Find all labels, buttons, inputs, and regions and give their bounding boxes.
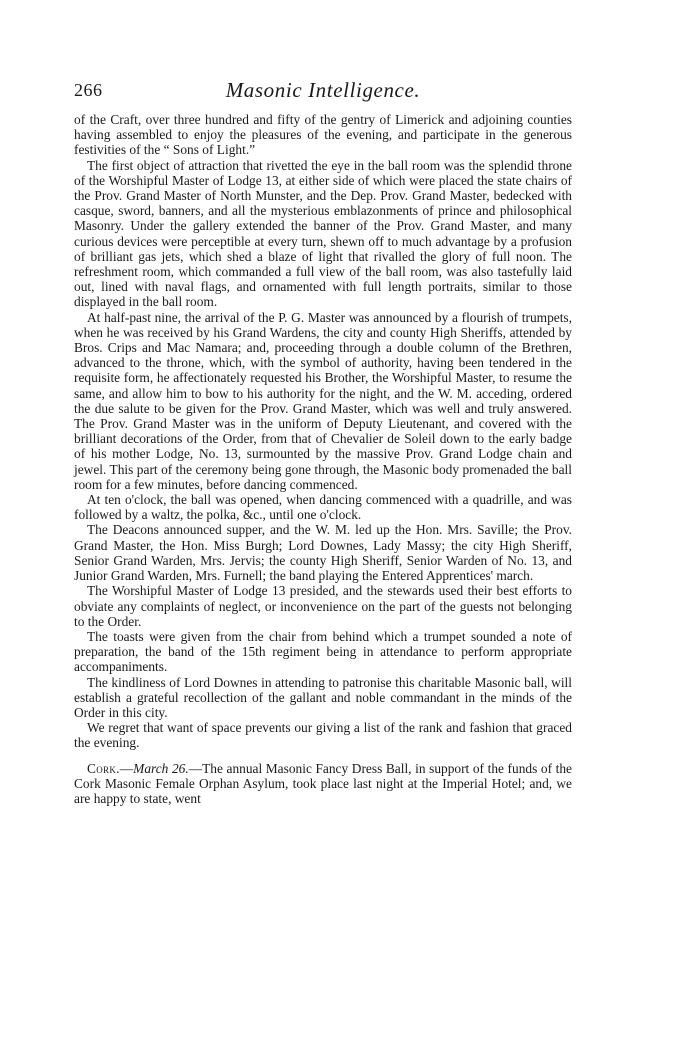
paragraph-9: We regret that want of space prevents our giving a list of the rank and fashion that graced the evening. xyxy=(74,720,572,751)
cork-paragraph xyxy=(74,761,572,807)
paragraph-7: The toasts were given from the chair from behind which a trumpet sounded a note of preparation, the band of the 15th regiment being in attendance to perform appropriate accompaniments. xyxy=(74,628,572,675)
cork-separator: — xyxy=(119,760,134,776)
paragraph-3: At half-past nine, the arrival of the P. G. Master was announced by a flourish of trumpets, when he was received by his Grand Wardens, the city and county High Sheriffs, attended by Bros. Crips and Mac Namara; and, proceeding through a double column of the Brethren, advanced to the throne, which, with the symbol of authority, having been tendered in the requisite form, he affectionately requested his Brother, the Worshipful Master, to resume the same, and allow him to bow to his authority for the night, and the W. M. acceding, ordered the due salute to be given for the Prov. Grand Master, which was well and truly answered. The Prov. Grand Master was in the uniform of Deputy Lieutenant, and covered with the brilliant decorations of the Order, from that of Chevalier de Soleil down to the early badge of his mother Lodge, No. 13, surmounted by the massive Prov. Grand Lodge chain and jewel. This part of the ceremony being gone through, the Masonic body promenaded the ball room for a few minutes, before dancing commenced. xyxy=(74,309,572,492)
paragraph-6: The Worshipful Master of Lodge 13 presided, and the stewards used their best efforts to obviate any complaints of neglect, or inconvenience on the part of the guests not belonging to the Order. xyxy=(74,583,572,629)
document-page xyxy=(74,78,572,806)
paragraph-5: The Deacons announced supper, and the W. M. led up the Hon. Mrs. Saville; the Prov. Grand Master, the Hon. Miss Burgh; Lord Downes, Lady Massy; the city High Sheriff, Senior Grand Warden, Mrs. Jervis; the county High Sheriff, Senior Warden of No. 13, and Junior Grand Warden, Mrs. Furnell; the band playing the Entered Apprentices' march. xyxy=(74,522,572,584)
page-title: Masonic Intelligence. xyxy=(225,78,421,102)
paragraph-8: The kindliness of Lord Downes in attending to patronise this charitable Masonic ball, will establish a grateful recollection of the gallant and noble commandant in the minds of the Order in this city. xyxy=(74,674,572,720)
page-number: 266 xyxy=(74,80,103,100)
paragraph-4: At ten o'clock, the ball was opened, when dancing commenced with a quadrille, and was followed by a waltz, the polka, &c., until one o'clock. xyxy=(74,492,572,523)
article-body xyxy=(74,112,572,806)
paragraph-1: of the Craft, over three hundred and fifty of the gentry of Limerick and adjoining counties having assembled to enjoy the pleasures of the evening, and participate in the generous festivities of the “ Sons of Light.” xyxy=(74,112,572,158)
cork-dateline: March 26. xyxy=(133,760,189,776)
cork-place-heading: Cork. xyxy=(87,760,120,776)
paragraph-2: The first object of attraction that rivetted the eye in the ball room was the splendid throne of the Worshipful Master of Lodge 13, at either side of which were placed the state chairs of the Prov. Grand Master of North Munster, and the Dep. Prov. Grand Master, bedecked with casque, sword, banners, and all the mysterious emblazonments of prince and philosophical Masonry. Under the gallery extended the banner of the Prov. Grand Master, and many curious devices were perceptible at every turn, shewn off to much advantage by a profusion of brilliant gas jets, which shed a blaze of light that rivalled the glory of full noon. The refreshment room, which commanded a full view of the ball room, was also tastefully laid out, lined with naval flags, and ornamented with full length portraits, similar to those displayed in the ball room. xyxy=(74,157,572,310)
running-head xyxy=(74,78,572,104)
cork-text: —The annual Masonic Fancy Dress Ball, in support of the funds of the Cork Masonic Female Orphan Asylum, took place last night at the Imperial Hotel; and, we are happy to state, went xyxy=(74,760,572,806)
